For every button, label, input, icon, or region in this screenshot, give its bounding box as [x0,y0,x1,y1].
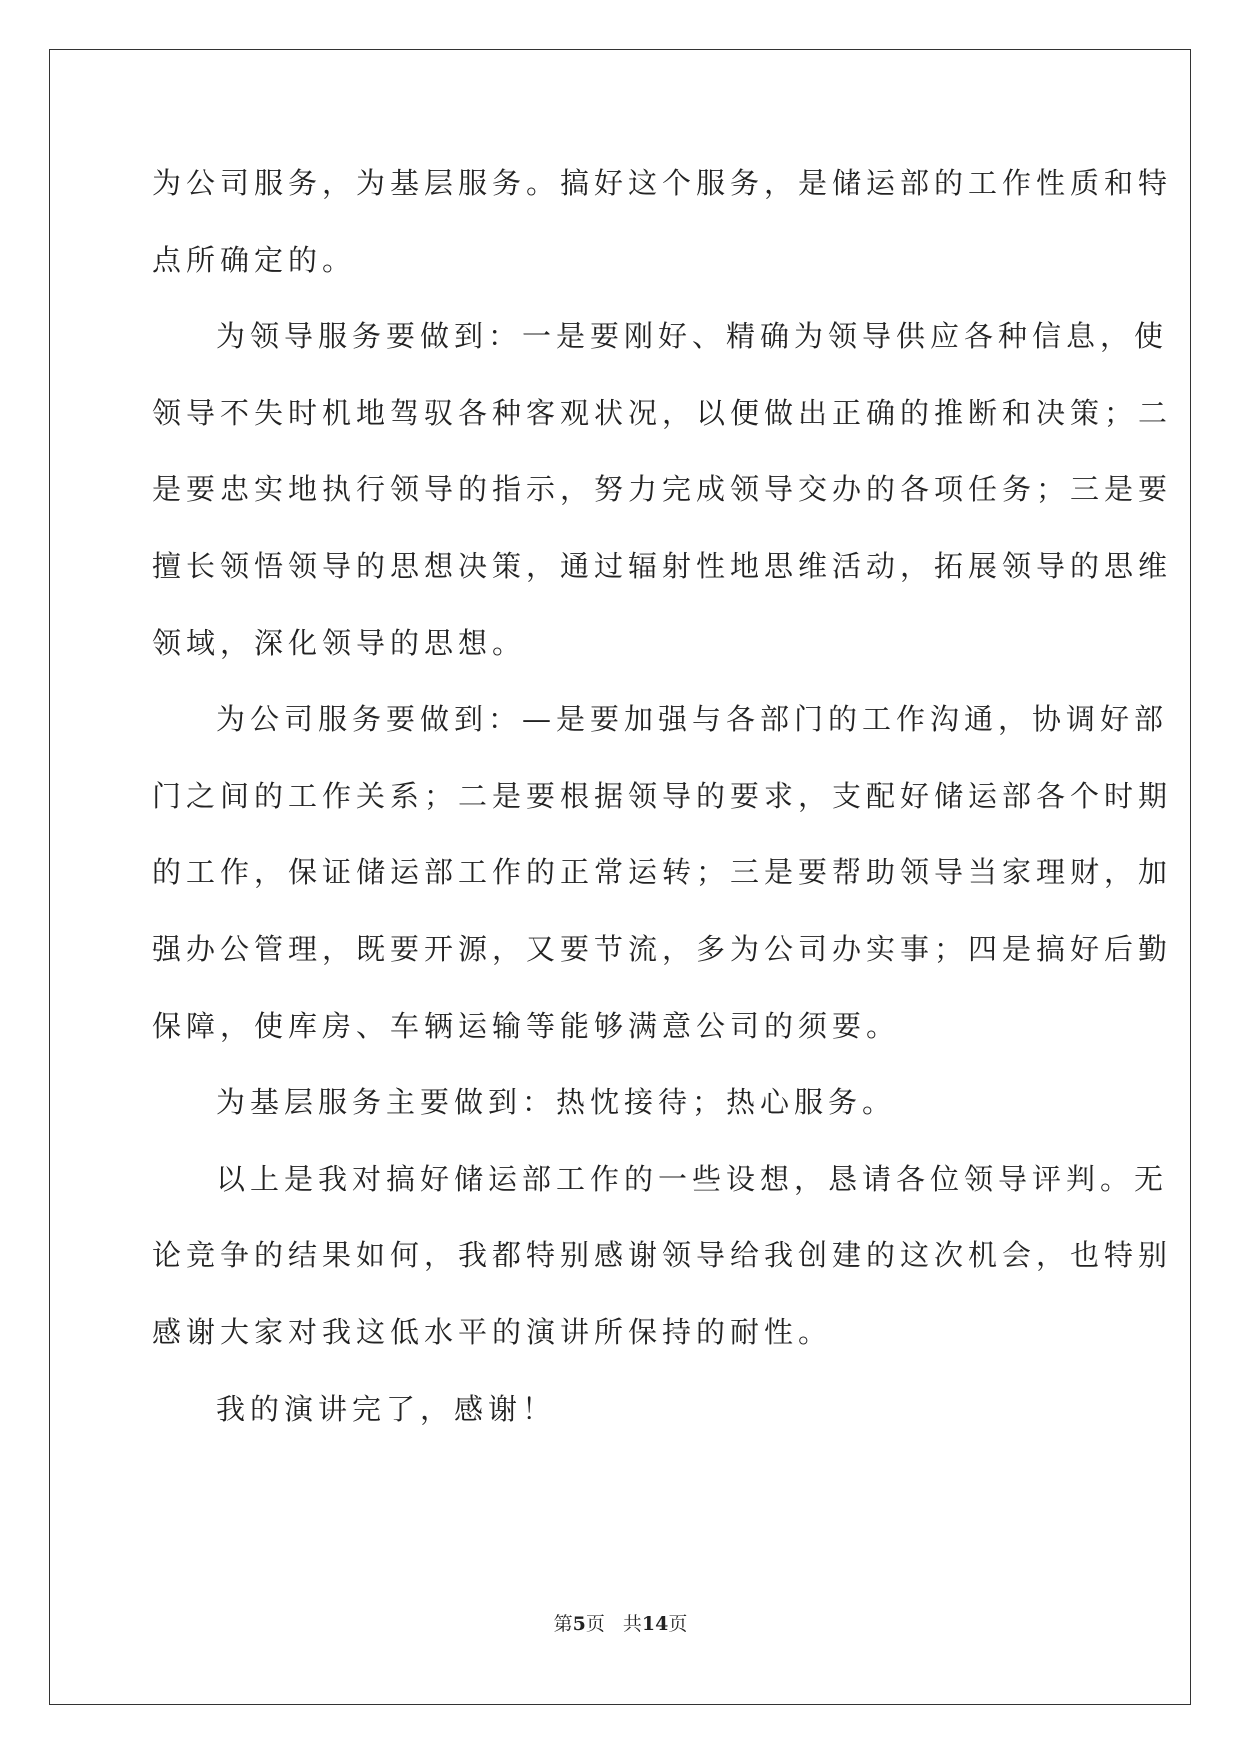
total-pages: 14 [641,1613,669,1635]
paragraph-first-line: 为领导服务要做到：一是要刚好、精确为领导供应各种信息，使 [216,319,1169,354]
page-indicator [554,1613,605,1635]
text-line: 保障，使库房、车辆运输等能够满意公司的须要。 [152,1008,901,1043]
paragraph-first-line: 我的演讲完了，感谢！ [216,1391,557,1426]
text-line: 领导不失时机地驾驭各种客观状况，以便做出正确的推断和决策；二 [152,395,1173,430]
text-line: 门之间的工作关系；二是要根据领导的要求，支配好储运部各个时期 [152,778,1173,813]
page-number: 5 [572,1613,586,1635]
text-line: 感谢大家对我这低水平的演讲所保持的耐性。 [152,1314,833,1349]
paragraph-first-line: 为基层服务主要做到：热忱接待；热心服务。 [216,1085,897,1120]
page-footer [0,1613,1241,1635]
text-line: 论竞争的结果如何，我都特别感谢领导给我创建的这次机会，也特别 [152,1238,1173,1273]
paragraph-first-line: 为公司服务要做到：—是要加强与各部门的工作沟通，协调好部 [216,702,1169,737]
text-line: 的工作，保证储运部工作的正常运转；三是要帮助领导当家理财，加 [152,855,1173,890]
text-line: 擅长领悟领导的思想决策，通过辐射性地思维活动，拓展领导的思维 [152,548,1173,583]
text-line: 为公司服务，为基层服务。搞好这个服务，是储运部的工作性质和特 [152,166,1173,200]
page-prefix: 第 [553,1613,573,1635]
total-suffix: 页 [668,1613,688,1635]
text-line: 是要忠实地执行领导的指示，努力完成领导交办的各项任务；三是要 [152,472,1173,507]
text-line: 点所确定的。 [152,242,357,277]
total-prefix: 共 [622,1613,642,1635]
text-line: 强办公管理，既要开源，又要节流，多为公司办实事；四是搞好后勤 [152,931,1173,966]
text-line: 领域，深化领导的思想。 [152,625,527,660]
total-pages-indicator [623,1613,687,1635]
page-suffix: 页 [585,1613,605,1635]
paragraph-first-line: 以上是我对搞好储运部工作的一些设想，恳请各位领导评判。无 [216,1161,1169,1196]
document-body [152,164,1173,1466]
